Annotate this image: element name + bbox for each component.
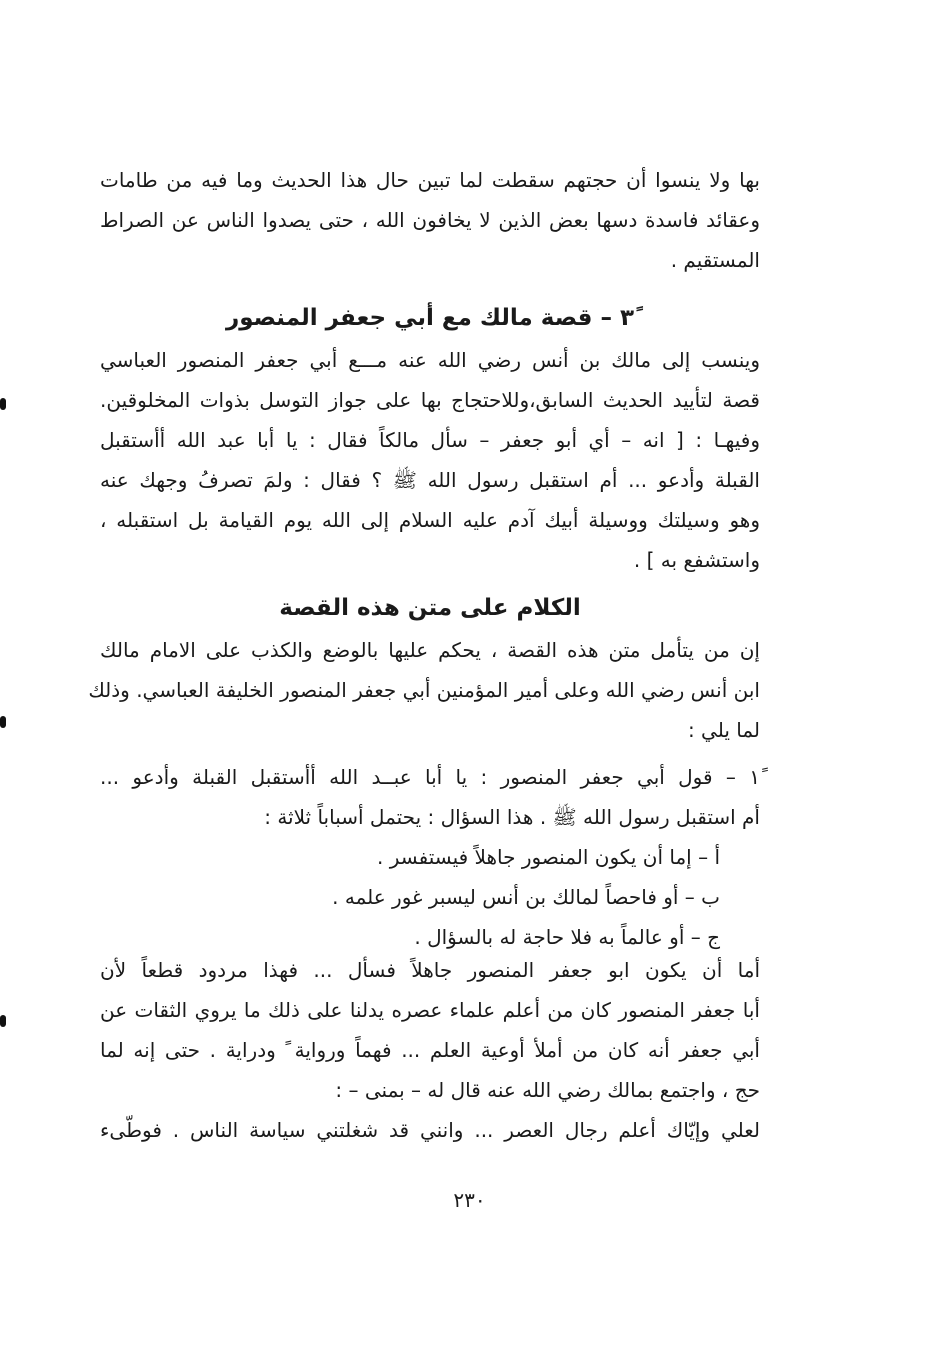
talk-paragraph [88, 630, 760, 750]
text-line: حج ، واجتمع بمالك رضي الله عنه قال له – بمنى – : [335, 1078, 760, 1102]
text-line: وينسب إلى مالك بن أنس رضي الله عنه مـــع أبي جعفر المنصور العباسي [100, 348, 760, 372]
text-line: ابن أنس رضي الله وعلى أمير المؤمنين أبي جعفر المنصور الخليفة العباسي. وذلك [88, 678, 760, 702]
text-line: بها ولا ينسوا أن حجتهم سقطت لما تبين حال هذا الحديث وما فيه من طامات [100, 168, 760, 192]
text-line: وهو وسيلتك ووسيلة أبيك آدم عليه السلام إلى الله يوم القيامة بل استقبله ، [100, 508, 760, 532]
list-item: ج – أو عالماً به فلا حاجة له بالسؤال . [414, 925, 720, 949]
section-heading: الكلام على متن هذه القصة [279, 595, 581, 621]
text-line: لما يلي : [687, 718, 760, 742]
text-line: أبا جعفر المنصور كان من أعلم علماء عصره يدلنا على ذلك ما يروي الثقات عن [100, 998, 760, 1022]
scan-mark [0, 716, 6, 728]
text-line: وفيهـا : [ انه – أي أبو جعفر – سأل مالكاً فقال : يا أبا عبد الله أأستقبل [100, 428, 760, 452]
text-line: لعلي وإيّاك أعلم رجال العصر ... وانني قد شغلتني سياسة الناس . فوطّىء [100, 1118, 760, 1142]
text-line: واستشفع به ] . [633, 548, 760, 572]
list-item: أ – إما أن يكون المنصور جاهلاً فيستفسر . [377, 845, 720, 869]
text-line: وعقائد فاسدة دسها بعض الذين لا يخافون الله ، حتى يصدوا الناس عن الصراط [100, 208, 760, 232]
text-line: أبي جعفر أنه كان من أملأ أوعية العلم ... فهماً ورواية ً ودراية . حتى إنه لما [100, 1038, 760, 1062]
text-line: ١ً – قول أبي جعفر المنصور : يا أبا عبــد الله أأستقبل القبلة وأدعو ... [100, 765, 760, 789]
scan-mark [0, 1015, 6, 1027]
text-line: إن من يتأمل متن هذه القصة ، يحكم عليها بالوضع والكذب على الامام مالك [100, 638, 760, 662]
section-heading: ٣ً – قصة مالك مع أبي جعفر المنصور [225, 305, 634, 331]
intro-paragraph [100, 160, 760, 280]
point1-paragraph [100, 757, 760, 957]
section3-paragraph [100, 340, 760, 580]
page-number: ٢٣٠ [453, 1188, 486, 1212]
text-line: المستقيم . [670, 248, 760, 272]
list-item: ب – أو فاحصاً لمالك بن أنس ليسبر غور علمه . [332, 885, 720, 909]
text-line: أما أن يكون ابو جعفر المنصور جاهلاً فسأل ... فهذا مردود قطعاً لأن [100, 958, 760, 982]
scan-mark [0, 398, 6, 410]
text-line: قصة لتأييد الحديث السابق،وللاحتجاج بها على جواز التوسل بذوات المخلوقين. [100, 388, 760, 412]
text-line: أم استقبل رسول الله ﷺ . هذا السؤال : يحتمل أسباباً ثلاثة : [264, 805, 760, 829]
text-line: القبلة وأدعو ... أم استقبل رسول الله ﷺ ؟ فقال : ولمَ تصرفُ وجهك عنه [100, 468, 760, 492]
final-paragraph [100, 950, 760, 1150]
